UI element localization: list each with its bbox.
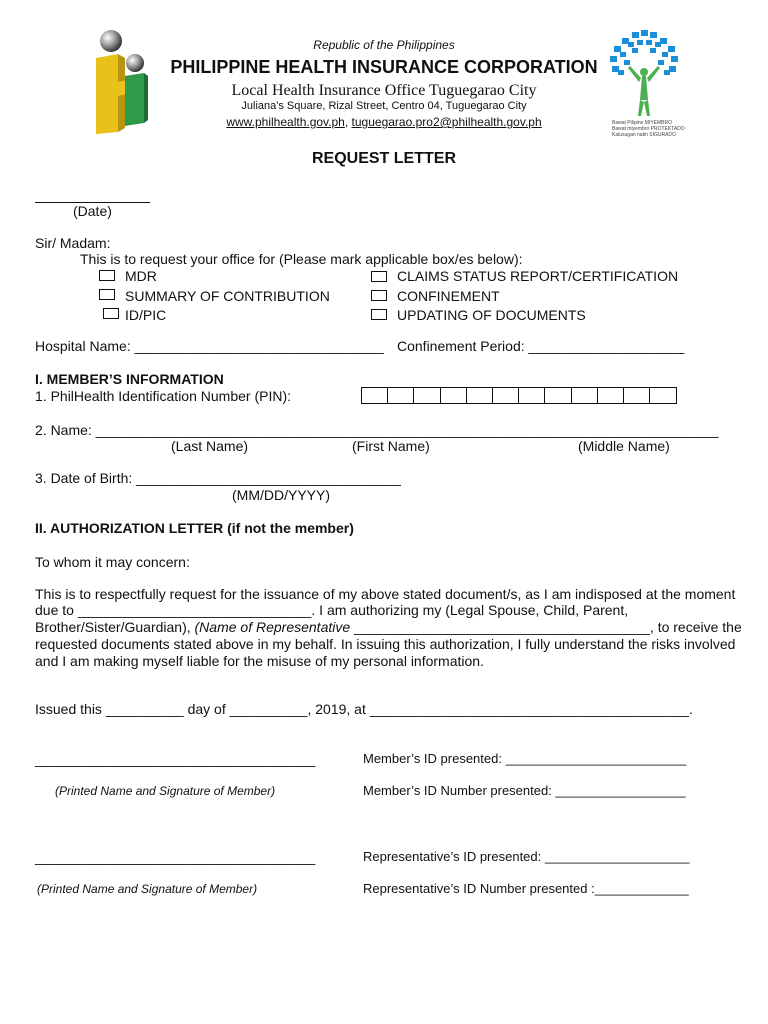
pin-digit-box[interactable] xyxy=(414,388,440,403)
updating-documents-checkbox[interactable] xyxy=(371,309,387,320)
mdr-label: MDR xyxy=(125,268,157,284)
request-intro: This is to request your office for (Please mark applicable box/es below): xyxy=(80,251,523,267)
pin-digit-box[interactable] xyxy=(441,388,467,403)
pin-digit-box[interactable] xyxy=(493,388,519,403)
pin-digit-box[interactable] xyxy=(598,388,624,403)
pin-digit-box[interactable] xyxy=(467,388,493,403)
member-signature-line[interactable]: ____________________________________ xyxy=(35,751,316,767)
authorization-heading: II. AUTHORIZATION LETTER (if not the member) xyxy=(35,520,354,536)
authorization-line-4: requested documents stated above in my behalf. In issuing this authorization, I fully understand the risks involved xyxy=(35,636,736,652)
tagline-line-3: Kalusugan natin SIGURADO xyxy=(612,132,676,138)
summary-contribution-label: SUMMARY OF CONTRIBUTION xyxy=(125,288,330,304)
pin-digit-box[interactable] xyxy=(624,388,650,403)
corporation-name: PHILIPPINE HEALTH INSURANCE CORPORATION xyxy=(170,57,598,77)
philhealth-logo xyxy=(92,28,152,136)
updating-documents-label: UPDATING OF DOCUMENTS xyxy=(397,307,586,323)
name-field[interactable]: 2. Name: ________________________________________________________________________________ xyxy=(35,422,719,438)
representative-id-number-field[interactable]: Representative’s ID Number presented :_____________ xyxy=(363,881,689,896)
member-id-presented-field[interactable]: Member’s ID presented: _________________________ xyxy=(363,751,687,766)
relationship-text: Brother/Sister/Guardian), xyxy=(35,619,195,635)
dob-format-caption: (MM/DD/YYYY) xyxy=(232,487,330,503)
authorization-line-2[interactable]: due to ______________________________. I am authorizing my (Legal Spouse, Child, Parent, xyxy=(35,602,629,618)
confinement-label: CONFINEMENT xyxy=(397,288,500,304)
tagline-line-1: Bawat Pilipino MIYEMBRO xyxy=(612,120,673,126)
last-name-caption: (Last Name) xyxy=(171,438,249,454)
claims-status-checkbox[interactable] xyxy=(371,271,387,282)
confinement-checkbox[interactable] xyxy=(371,290,387,301)
first-name-caption: (First Name) xyxy=(352,438,430,454)
middle-name-caption: (Middle Name) xyxy=(578,438,670,454)
representative-id-presented-field[interactable]: Representative’s ID presented: ____________________ xyxy=(363,849,690,864)
salutation: Sir/ Madam: xyxy=(35,235,111,251)
summary-contribution-checkbox[interactable] xyxy=(99,289,115,300)
pin-digit-box[interactable] xyxy=(362,388,388,403)
authorization-line-1: This is to respectfully request for the issuance of my above stated document/s, as I am indisposed at the moment xyxy=(35,586,736,602)
issued-line[interactable]: Issued this __________ day of __________, 2019, at _________________________________________. xyxy=(35,701,693,717)
authorization-line-5: and I am making myself liable for the misuse of my personal information. xyxy=(35,653,484,669)
website-link[interactable]: www.philhealth.gov.ph xyxy=(226,115,345,129)
office-name: Local Health Insurance Office Tuguegarao City xyxy=(231,82,537,99)
member-id-number-field[interactable]: Member’s ID Number presented: __________________ xyxy=(363,783,686,798)
contact-separator: , xyxy=(344,115,349,129)
pin-digit-box[interactable] xyxy=(545,388,571,403)
representative-name-hint: (Name of Representative xyxy=(194,619,351,635)
republic-text: Republic of the Philippines xyxy=(313,38,455,52)
pin-label: 1. PhilHealth Identification Number (PIN): xyxy=(35,388,291,404)
date-of-birth-field[interactable]: 3. Date of Birth: __________________________________ xyxy=(35,470,401,486)
hospital-name-field[interactable]: Hospital Name: ________________________________ xyxy=(35,338,384,354)
pin-digit-box[interactable] xyxy=(519,388,545,403)
representative-signature-caption: (Printed Name and Signature of Member) xyxy=(37,882,258,896)
representative-signature-line[interactable]: ____________________________________ xyxy=(35,849,316,865)
pin-input-grid[interactable] xyxy=(361,387,677,404)
date-label: (Date) xyxy=(73,203,112,219)
page-title: REQUEST LETTER xyxy=(311,150,456,167)
claims-status-label: CLAIMS STATUS REPORT/CERTIFICATION xyxy=(397,268,679,284)
contact-links xyxy=(200,115,568,129)
mdr-checkbox[interactable] xyxy=(99,270,115,281)
tagline-line-2: Bawat miyembro PROTEKTADO xyxy=(612,126,685,132)
member-signature-caption: (Printed Name and Signature of Member) xyxy=(55,784,276,798)
confinement-period-field[interactable]: Confinement Period: ____________________ xyxy=(397,338,685,354)
pin-digit-box[interactable] xyxy=(650,388,676,403)
id-pic-label: ID/PIC xyxy=(125,307,167,323)
pin-digit-box[interactable] xyxy=(572,388,598,403)
authorization-greeting: To whom it may concern: xyxy=(35,554,190,570)
pin-digit-box[interactable] xyxy=(388,388,414,403)
emblem-tagline xyxy=(612,120,685,138)
representative-name-blank[interactable]: ______________________________________, to receive the xyxy=(350,619,742,635)
authorization-line-3[interactable] xyxy=(35,619,742,635)
id-pic-checkbox[interactable] xyxy=(103,308,119,319)
email-link[interactable]: tuguegarao.pro2@philhealth.gov.ph xyxy=(351,115,542,129)
members-information-heading: I. MEMBER’S INFORMATION xyxy=(35,371,224,387)
office-address: Juliana's Square, Rizal Street, Centro 04, Tuguegarao City xyxy=(241,100,527,112)
